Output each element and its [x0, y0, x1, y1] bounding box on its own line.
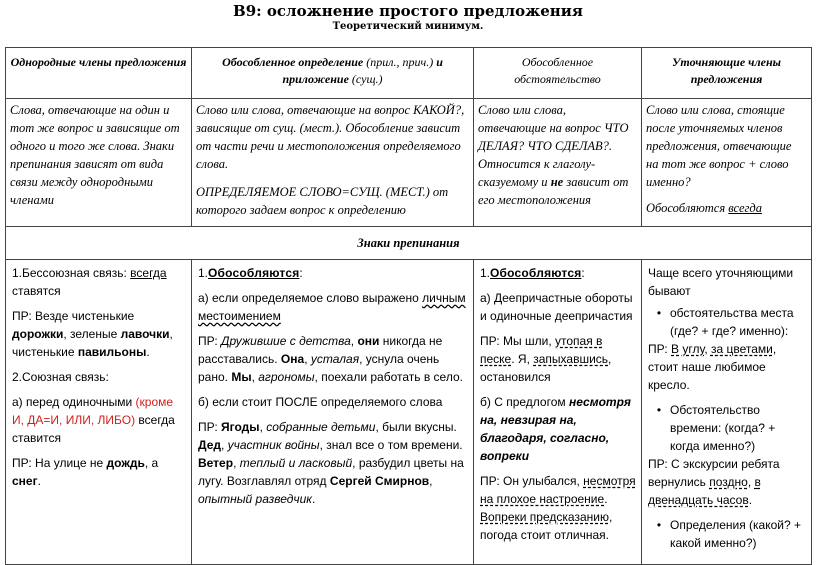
col2-p5-m: , разбудил цветы на лугу. Возглавлял отряд: [198, 456, 464, 488]
rules-homogeneous: [6, 260, 192, 565]
col2-p3-b: Дружившие с детства: [221, 334, 351, 348]
col1-p1: [12, 264, 186, 300]
col1-p1-c: ставятся: [12, 284, 61, 298]
col2-p1: [198, 264, 468, 282]
col1-p2-e: , чистенькие: [12, 327, 173, 359]
signs-header: Знаки препинания: [6, 227, 812, 260]
bullet-icon: •: [656, 403, 662, 417]
col4-bullet-3-text: Определения (какой? + какой именно?): [670, 518, 801, 550]
col1-p2-d: лавочки: [120, 327, 170, 341]
col1-p2-c: , зеленые: [63, 327, 121, 341]
col2-p3-k: ,: [251, 370, 259, 384]
col4-bullet-1: [648, 304, 806, 340]
definition-col4-p2: [646, 199, 807, 217]
header-col2-part4: (сущ.): [348, 72, 383, 86]
definitions-row: [6, 99, 812, 227]
col3-p5: [480, 472, 636, 544]
col1-p4-a: а) перед одиночными: [12, 395, 136, 409]
col3-p3-e: , остановился: [480, 352, 612, 384]
col2-p5-o: ,: [429, 474, 433, 488]
header-row: [6, 48, 812, 99]
col3-p3-c: . Я,: [511, 352, 534, 366]
col2-p3-i: , уснула очень рано.: [198, 352, 440, 384]
col4-p2-a: ПР:: [648, 342, 672, 356]
col2-p5-q: .: [311, 492, 316, 506]
col4-bullet-3: [648, 516, 806, 552]
col1-p5-a: ПР: На улице не: [12, 456, 107, 470]
col2-p3-g: ,: [304, 352, 311, 366]
col2-p5-n: Сергей Смирнов: [329, 474, 430, 488]
rules-clarifying: [642, 260, 812, 565]
definition-isolated-circumstance: [474, 99, 642, 227]
col1-p4-b: (кроме И, ДА=И, ИЛИ, ЛИБО): [12, 395, 174, 427]
definition-col4-p2-a: Обособляются: [646, 201, 729, 215]
rules-isolated-circumstance: [474, 260, 642, 565]
col2-p3-m: , поехали работать в село.: [314, 370, 463, 384]
col3-p3-d: запыхавшись: [533, 352, 609, 366]
col3-p5-c: .: [604, 492, 608, 506]
definition-col3-a: Слово или слова, отвечающие на вопрос ЧТО ДЕЛАЯ? ЧТО СДЕЛАВ?. Относится к глаголу-сказуемому и: [478, 103, 629, 189]
col4-bullet-1-text: обстоятельства места (где? + где? именно):: [670, 306, 794, 338]
header-col2-part1: Обособленное определение: [222, 55, 364, 69]
col1-p2-f: павильоны: [77, 345, 147, 359]
col2-p3-e: никогда не расставались.: [198, 334, 443, 366]
col1-p5-e: .: [37, 474, 41, 488]
col3-p4: [480, 393, 636, 465]
rules-row: [6, 260, 812, 565]
col3-p1-b: Обособляются: [490, 266, 582, 280]
col3-p5-e: , погода стоит отличная.: [480, 510, 613, 542]
col2-p5-l: теплый и ласковый: [239, 456, 353, 470]
definition-col2-p1: Слово или слова, отвечающие на вопрос КАКОЙ?, зависящие от сущ. (мест.). Обособление зависит от части речи и местоположения определяемого слова.: [196, 103, 465, 171]
definition-isolated-definition: [192, 99, 474, 227]
col2-p5: [198, 418, 468, 508]
col1-p2-g: .: [146, 345, 150, 359]
col1-p3: 2.Союзная связь:: [12, 370, 109, 384]
col2-p2-a: а) если определяемое слово выражено: [198, 291, 423, 305]
col1-p2-a: ПР: Везде чистенькие: [12, 309, 135, 323]
col3-p5-a: ПР: Он улыбался,: [480, 474, 584, 488]
col1-p5-d: снег: [12, 474, 38, 488]
bullet-icon: •: [656, 518, 662, 532]
col2-p3-j: Мы: [231, 370, 252, 384]
col1-p5-b: дождь: [106, 456, 145, 470]
header-col2-part2: (прил., прич.): [363, 55, 437, 69]
col3-p3-b: утопая в песке: [480, 334, 603, 366]
col1-p2-b: дорожки: [12, 327, 64, 341]
col2-p5-b: Ягоды: [221, 420, 260, 434]
col2-p5-k: ,: [233, 456, 240, 470]
col2-p3-a: ПР:: [198, 334, 222, 348]
col2-p3-l: агрономы: [258, 370, 315, 384]
col2-p5-d: собранные детьми: [266, 420, 376, 434]
definition-homogeneous: Слова, отвечающие на один и тот же вопрос и зависящие от одного и того же слова. Знаки препинания зависят от вида связи между однородными членами: [6, 99, 192, 227]
col4-p3-b: поздно: [709, 475, 748, 489]
col4-p2: [648, 340, 806, 394]
col2-p5-i: , знал все о том времени.: [319, 438, 463, 452]
col3-p1-c: :: [581, 266, 585, 280]
col2-p1-b: Обособляются: [208, 266, 300, 280]
col2-p2-b: личным местоимением: [198, 291, 466, 323]
col2-p5-e: , были вкусны.: [375, 420, 457, 434]
theory-table: [5, 47, 812, 565]
col2-p4: б) если стоит ПОСЛЕ определяемого слова: [198, 395, 443, 409]
definition-clarifying: [642, 99, 812, 227]
col2-p3-d: они: [357, 334, 380, 348]
col4-bullet-2: [648, 401, 806, 455]
col2-p5-f: Дед: [198, 438, 221, 452]
header-clarifying-members: Уточняющие члены предложения: [642, 48, 812, 99]
bullet-icon: •: [656, 306, 662, 320]
col1-p5: [12, 454, 186, 490]
header-isolated-definition: [192, 48, 474, 99]
col2-p2: [198, 289, 468, 325]
col4-p3: [648, 455, 806, 509]
col2-p5-c: ,: [259, 420, 267, 434]
col2-p1-a: 1.: [198, 266, 209, 280]
col1-p4-c: всегда ставится: [12, 413, 175, 445]
col2-p3-c: ,: [350, 334, 358, 348]
col1-p1-b: всегда: [130, 266, 167, 280]
col4-p2-c: ,: [704, 342, 711, 356]
col3-p3: [480, 332, 636, 386]
col4-p3-d: в двенадцать часов: [648, 475, 761, 507]
signs-row: [6, 227, 812, 260]
col1-p1-a: 1.Бессоюзная связь:: [12, 266, 131, 280]
col3-p4-a: б) С предлогом: [480, 395, 569, 409]
col4-p3-c: ,: [747, 475, 755, 489]
col4-p3-a: ПР: С экскурсии ребята вернулись: [648, 457, 780, 489]
col3-p1-a: 1.: [480, 266, 491, 280]
col3-p2: а) Деепричастные обороты и одиночные деепричастия: [480, 291, 633, 323]
col2-p5-p: опытный разведчик: [198, 492, 312, 506]
definition-col2-p2: ОПРЕДЕЛЯЕМОЕ СЛОВО=СУЩ. (МЕСТ.) от которого задаем вопрос к определению: [196, 185, 449, 217]
col2-p5-h: участник войны: [227, 438, 320, 452]
col3-p5-d: Вопреки предсказанию: [480, 510, 609, 524]
col2-p5-a: ПР:: [198, 420, 222, 434]
col1-p4: [12, 393, 186, 447]
col4-bullet-2-text: Обстоятельство времени: (когда? + когда именно?): [670, 403, 776, 453]
col4-p2-b: В углу: [671, 342, 705, 356]
col1-p2: [12, 307, 186, 361]
header-homogeneous: Однородные члены предложения: [6, 48, 192, 99]
page-title: B9: осложнение простого предложения: [233, 2, 583, 20]
header-isolated-circumstance: Обособленное обстоятельство: [474, 48, 642, 99]
col2-p5-j: Ветер: [198, 456, 234, 470]
col3-p3-a: ПР: Мы шли,: [480, 334, 555, 348]
rules-isolated-definition: [192, 260, 474, 565]
col2-p3-h: усталая: [310, 352, 360, 366]
col4-p3-e: .: [748, 493, 753, 507]
header-col2-part3: и приложение: [282, 55, 443, 86]
col2-p1-c: :: [299, 266, 303, 280]
col3-p1: [480, 264, 636, 282]
col3-p5-b: несмотря на плохое настроение: [480, 474, 636, 506]
col2-p5-g: ,: [221, 438, 228, 452]
page-subtitle: Теоретический минимум.: [332, 21, 484, 32]
col2-p3: [198, 332, 468, 386]
definition-col3-b: не: [550, 175, 564, 189]
col3-p4-b: несмотря на, невзирая на, благодаря, согласно, вопреки: [480, 395, 631, 463]
col4-p2-e: , стоит наше любимое кресло.: [648, 342, 777, 392]
definition-col4-p1: Слово или слова, стоящие после уточняемых членов предложения, отвечающие на тот же вопрос + слово именно?: [646, 103, 792, 189]
definition-col3-c: зависит от его местоположения: [478, 175, 629, 207]
col4-p1: Чаще всего уточняющими бывают: [648, 266, 794, 298]
definition-col4-p2-b: всегда: [728, 201, 762, 215]
col1-p5-c: , а: [144, 456, 159, 470]
col4-p2-d: за цветами: [710, 342, 773, 356]
col2-p3-f: Она: [280, 352, 305, 366]
